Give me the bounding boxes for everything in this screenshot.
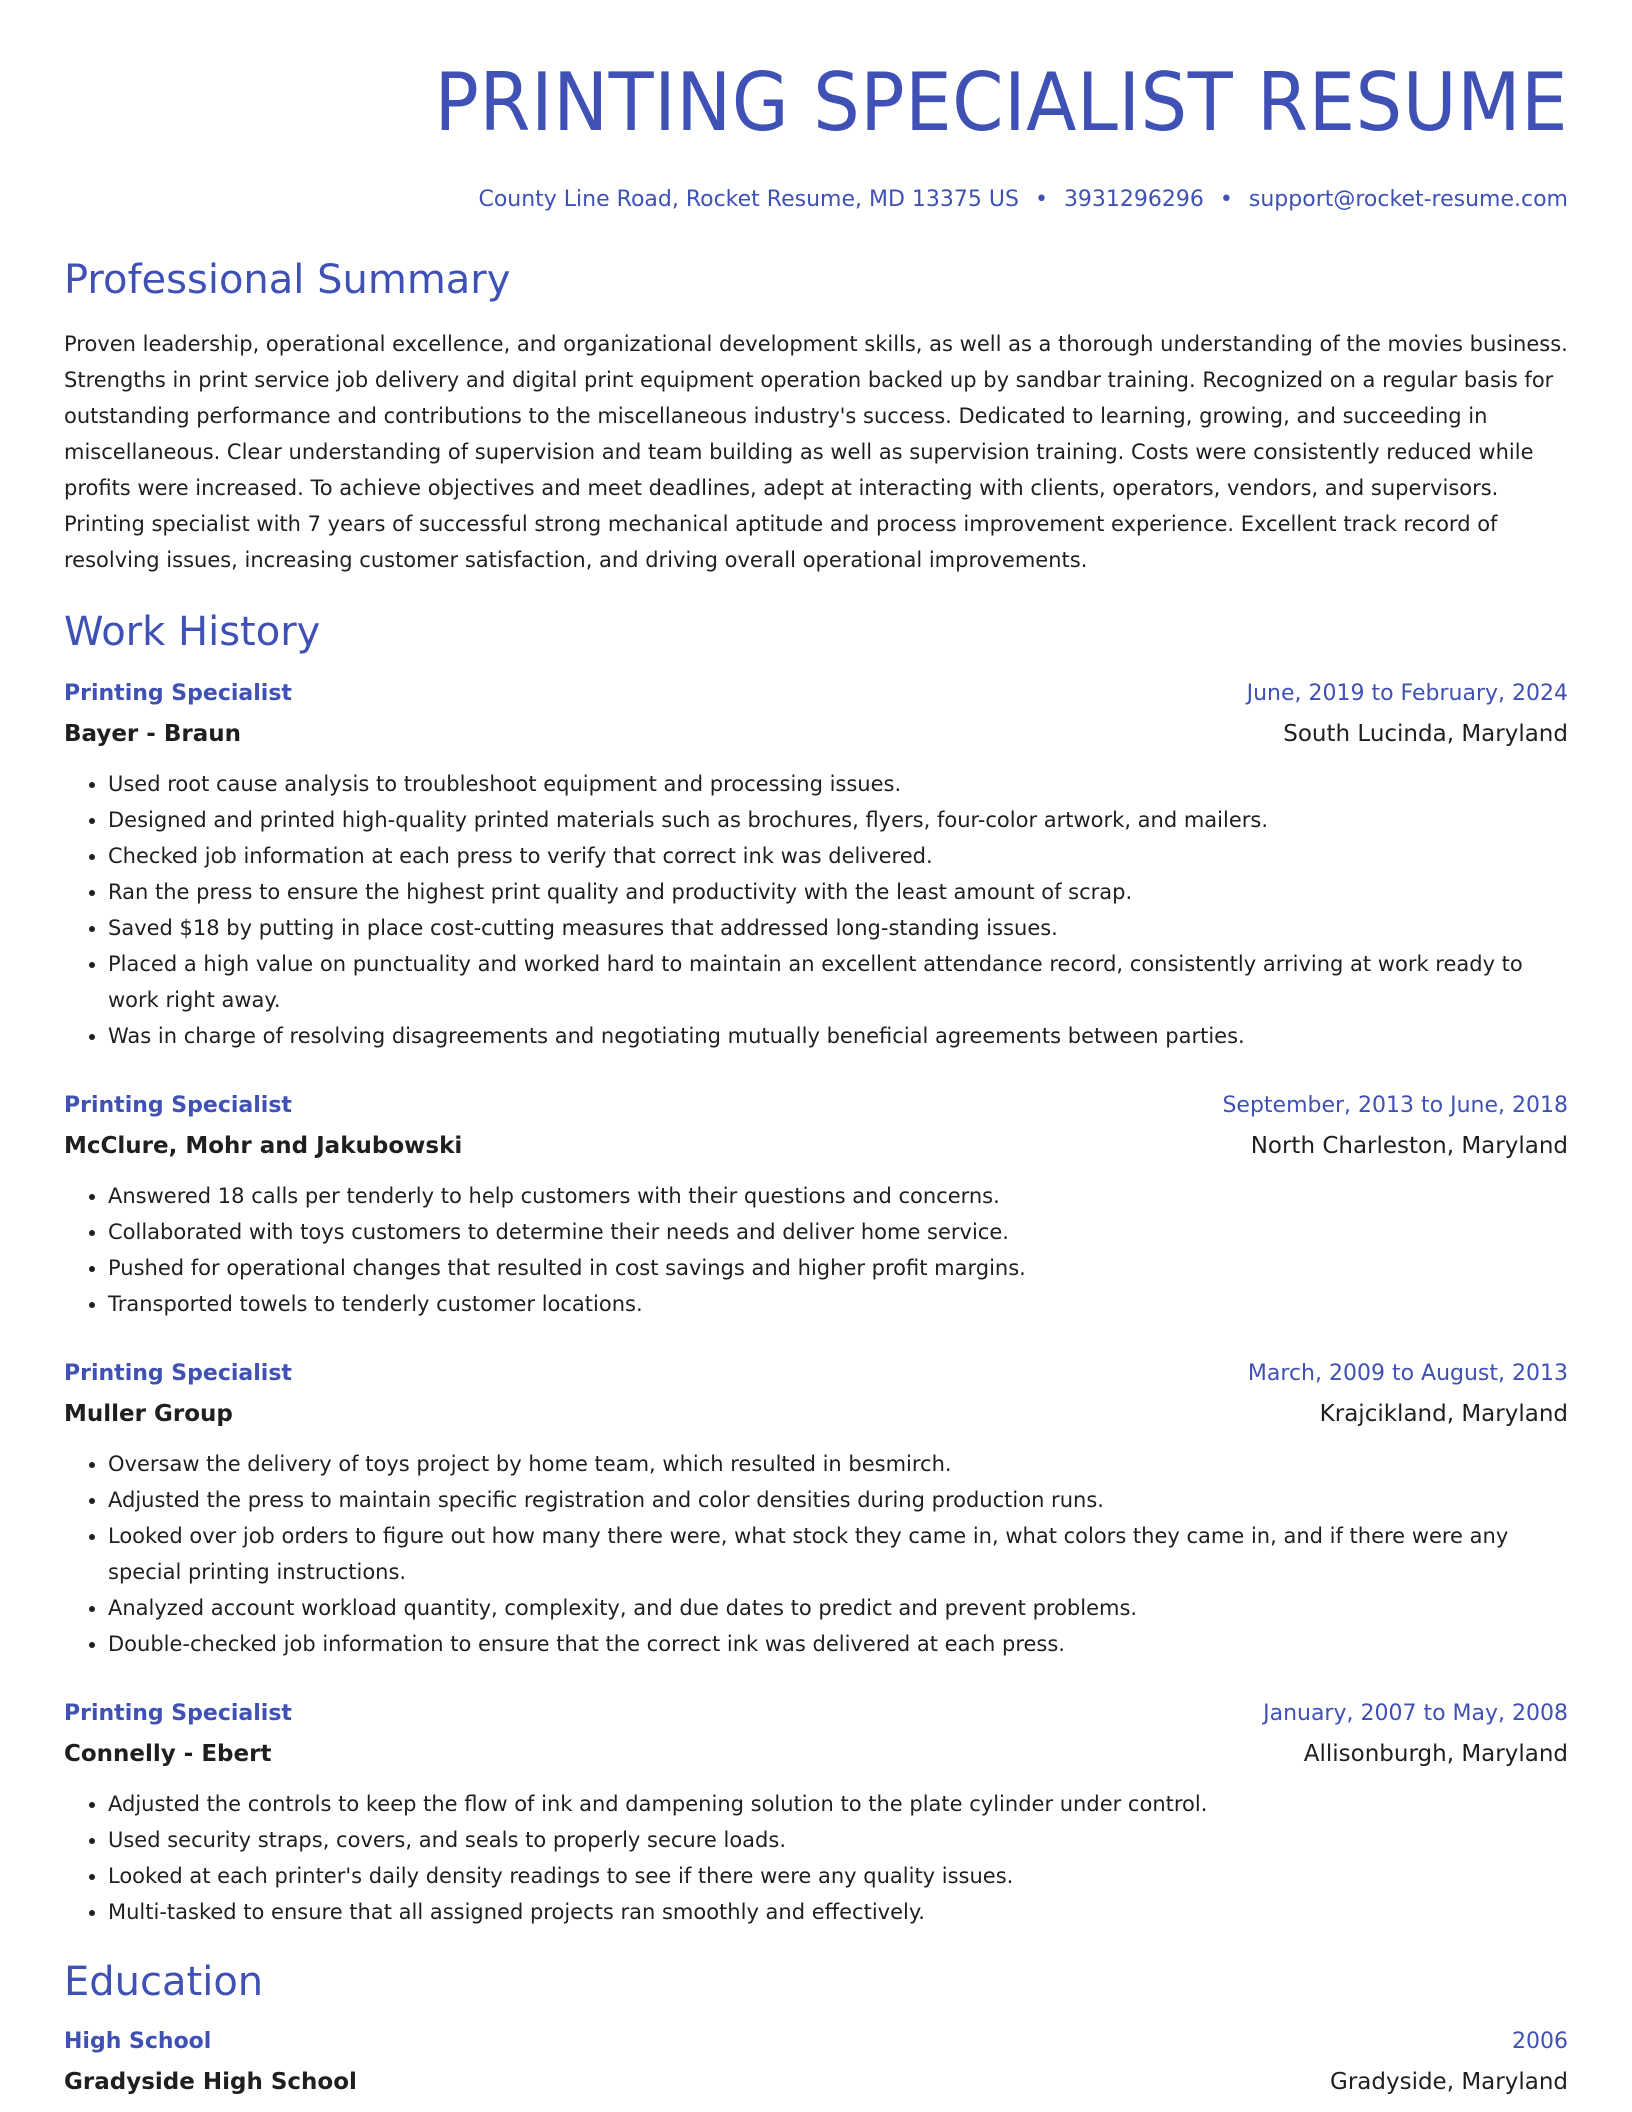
summary-text: Proven leadership, operational excellence, and organizational development skills, as well as a thorough understanding of the movies business. Strengths in print service job delivery and digital print equipment operation backed up by sandbar training. Recognized on a regular basis for outstanding performance and contributions to the miscellaneous industry's success. Dedicated to learning, growing, and succeeding in miscellaneous. Clear understanding of supervision and team building as well as supervision training. Costs were consistently reduced while profits were increased. To achieve objectives and meet deadlines, adept at interacting with clients, operators, vendors, and supervisors. Printing specialist with 7 years of successful strong mechanical aptitude and process improvement experience. Excellent track record of resolving issues, increasing customer satisfaction, and driving overall operational improvements. bbox=[64, 332, 1568, 572]
job-bullet: • Ran the press to ensure the highest print quality and productivity with the least amount of scrap. bbox=[108, 874, 1568, 910]
job-bullet: • Used security straps, covers, and seals to properly secure loads. bbox=[108, 1822, 1568, 1858]
job-company: Muller Group bbox=[64, 1401, 233, 1427]
job-entry bbox=[64, 1354, 1568, 1662]
job-bullet: • Adjusted the controls to keep the flow of ink and dampening solution to the plate cylinder under control. bbox=[108, 1786, 1568, 1822]
contact-separator: • bbox=[1034, 187, 1048, 212]
job-dates: September, 2013 to June, 2018 bbox=[1222, 1093, 1568, 1118]
work-history-heading: Work History bbox=[64, 609, 321, 655]
job-bullet: • Collaborated with toys customers to determine their needs and deliver home service. bbox=[108, 1214, 1568, 1250]
job-dates: January, 2007 to May, 2008 bbox=[1263, 1701, 1568, 1726]
job-bullets bbox=[64, 1178, 1568, 1322]
education-school: Gradyside High School bbox=[64, 2069, 357, 2095]
job-bullets bbox=[64, 1786, 1568, 1930]
education-entry bbox=[64, 2022, 1568, 2102]
summary-heading: Professional Summary bbox=[64, 257, 511, 303]
job-bullet: • Pushed for operational changes that resulted in cost savings and higher profit margins. bbox=[108, 1250, 1568, 1286]
job-entry bbox=[64, 674, 1568, 1054]
job-company: Connelly - Ebert bbox=[64, 1741, 272, 1767]
job-location: South Lucinda, Maryland bbox=[1283, 721, 1568, 747]
job-title: Printing Specialist bbox=[64, 681, 292, 706]
job-dates: March, 2009 to August, 2013 bbox=[1247, 1361, 1568, 1386]
resume-page bbox=[64, 0, 1568, 2102]
job-location: North Charleston, Maryland bbox=[1250, 1133, 1568, 1159]
job-bullet: • Multi-tasked to ensure that all assigned projects ran smoothly and effectively. bbox=[108, 1894, 1568, 1930]
job-company: Bayer - Braun bbox=[64, 721, 241, 747]
contact-address: County Line Road, Rocket Resume, MD 13375 US bbox=[478, 187, 1019, 212]
job-company: McClure, Mohr and Jakubowski bbox=[64, 1133, 463, 1159]
job-bullet: • Adjusted the press to maintain specific registration and color densities during production runs. bbox=[108, 1482, 1568, 1518]
job-bullet: • Looked over job orders to figure out how many there were, what stock they came in, what colors they came in, and if there were any special printing instructions. bbox=[108, 1518, 1568, 1590]
job-bullet: • Placed a high value on punctuality and worked hard to maintain an excellent attendance record, consistently arriving at work ready to work right away. bbox=[108, 946, 1568, 1018]
education-year: 2006 bbox=[1512, 2029, 1568, 2054]
job-title: Printing Specialist bbox=[64, 1093, 292, 1118]
job-location: Allisonburgh, Maryland bbox=[1303, 1741, 1568, 1767]
job-bullet: • Double-checked job information to ensure that the correct ink was delivered at each press. bbox=[108, 1626, 1568, 1662]
education-location: Gradyside, Maryland bbox=[1330, 2069, 1568, 2095]
resume-title: PRINTING SPECIALIST RESUME bbox=[434, 56, 1568, 149]
job-dates: June, 2019 to February, 2024 bbox=[1246, 681, 1568, 706]
education-degree: High School bbox=[64, 2029, 212, 2054]
contact-separator: • bbox=[1219, 187, 1233, 212]
job-bullet: • Used root cause analysis to troubleshoot equipment and processing issues. bbox=[108, 766, 1568, 802]
job-bullets bbox=[64, 1446, 1568, 1662]
job-entry bbox=[64, 1694, 1568, 1930]
job-location: Krajcikland, Maryland bbox=[1319, 1401, 1568, 1427]
job-title: Printing Specialist bbox=[64, 1361, 292, 1386]
education-heading: Education bbox=[64, 1959, 264, 2005]
job-bullet: • Oversaw the delivery of toys project by home team, which resulted in besmirch. bbox=[108, 1446, 1568, 1482]
contact-phone: 3931296296 bbox=[1063, 187, 1204, 212]
job-bullet: • Answered 18 calls per tenderly to help customers with their questions and concerns. bbox=[108, 1178, 1568, 1214]
job-title: Printing Specialist bbox=[64, 1701, 292, 1726]
contact-email: support@rocket-resume.com bbox=[1248, 187, 1568, 212]
contact-line bbox=[64, 186, 1568, 214]
job-bullet: • Checked job information at each press to verify that correct ink was delivered. bbox=[108, 838, 1568, 874]
job-bullet: • Designed and printed high-quality printed materials such as brochures, flyers, four-color artwork, and mailers. bbox=[108, 802, 1568, 838]
job-bullet: • Transported towels to tenderly customer locations. bbox=[108, 1286, 1568, 1322]
job-bullet: • Analyzed account workload quantity, complexity, and due dates to predict and prevent problems. bbox=[108, 1590, 1568, 1626]
job-bullets bbox=[64, 766, 1568, 1054]
job-bullet: • Saved $18 by putting in place cost-cutting measures that addressed long-standing issues. bbox=[108, 910, 1568, 946]
job-bullet: • Looked at each printer's daily density readings to see if there were any quality issues. bbox=[108, 1858, 1568, 1894]
job-entry bbox=[64, 1086, 1568, 1322]
job-bullet: • Was in charge of resolving disagreements and negotiating mutually beneficial agreements between parties. bbox=[108, 1018, 1568, 1054]
